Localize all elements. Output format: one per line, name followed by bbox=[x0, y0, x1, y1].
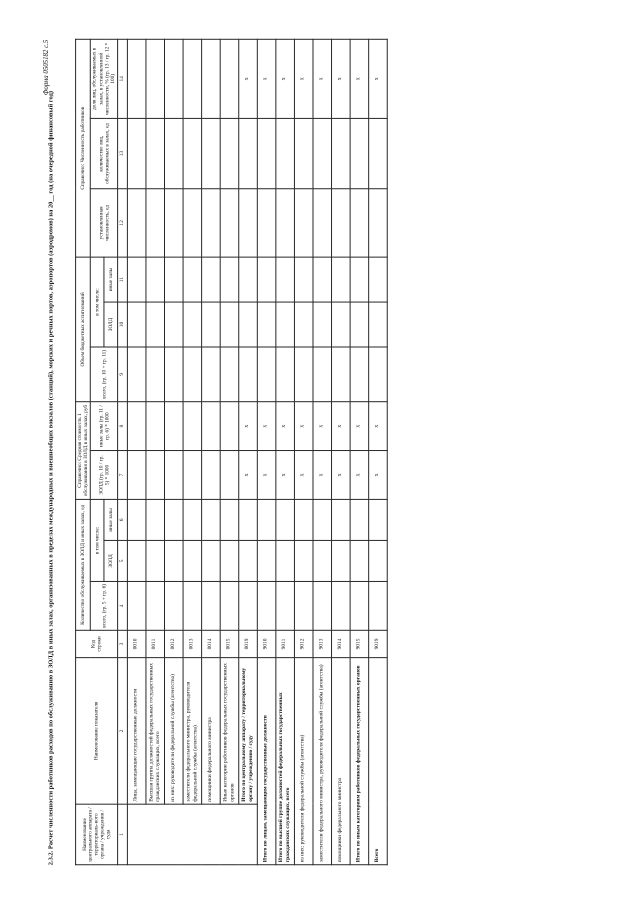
value-cell: x bbox=[257, 451, 276, 500]
value-cell: x bbox=[331, 39, 350, 118]
value-cell[interactable] bbox=[201, 257, 220, 302]
table-row bbox=[238, 39, 257, 864]
row-code: 9011 bbox=[276, 630, 295, 657]
row-code: 0014 bbox=[201, 630, 220, 657]
row-label: Всего bbox=[368, 658, 387, 865]
value-cell[interactable] bbox=[331, 118, 350, 188]
value-cell[interactable] bbox=[201, 39, 220, 118]
value-cell[interactable] bbox=[201, 451, 220, 500]
row-label: Итого по лицам, замещающим государственные должности bbox=[257, 658, 276, 865]
value-cell: x bbox=[294, 451, 313, 500]
value-cell[interactable] bbox=[127, 451, 146, 500]
value-cell[interactable] bbox=[127, 499, 146, 540]
value-cell[interactable] bbox=[294, 540, 313, 581]
value-cell[interactable] bbox=[368, 540, 387, 581]
row-code: 9013 bbox=[313, 630, 332, 657]
value-cell: x bbox=[368, 39, 387, 118]
value-cell[interactable] bbox=[146, 581, 165, 630]
value-cell[interactable] bbox=[164, 302, 183, 347]
value-cell[interactable] bbox=[294, 189, 313, 257]
value-cell[interactable] bbox=[164, 257, 183, 302]
value-cell[interactable] bbox=[313, 540, 332, 581]
value-cell[interactable] bbox=[368, 499, 387, 540]
value-cell[interactable] bbox=[164, 402, 183, 451]
value-cell[interactable] bbox=[257, 257, 276, 302]
header-budget-zold: ЗОЛД bbox=[104, 302, 118, 347]
header-qty-other: иные залы bbox=[104, 499, 118, 540]
value-cell[interactable] bbox=[201, 189, 220, 257]
value-cell[interactable] bbox=[146, 189, 165, 257]
value-cell[interactable] bbox=[257, 540, 276, 581]
value-cell[interactable] bbox=[313, 302, 332, 347]
value-cell[interactable] bbox=[313, 347, 332, 402]
value-cell[interactable] bbox=[220, 540, 239, 581]
column-number: 6 bbox=[118, 499, 127, 540]
value-cell[interactable] bbox=[350, 302, 369, 347]
value-cell: x bbox=[313, 451, 332, 500]
value-cell: x bbox=[350, 39, 369, 118]
row-code: 9010 bbox=[257, 630, 276, 657]
table-row bbox=[164, 39, 183, 864]
row-label: Итого по иным категориям работников федеральных государственных органов bbox=[350, 658, 369, 865]
row-label: из них: руководители федеральной службы (агентства) bbox=[294, 658, 313, 865]
value-cell[interactable] bbox=[164, 347, 183, 402]
value-cell: x bbox=[238, 451, 257, 500]
value-cell[interactable] bbox=[276, 118, 295, 188]
table-row bbox=[350, 39, 369, 864]
value-cell[interactable] bbox=[146, 402, 165, 451]
value-cell[interactable] bbox=[238, 257, 257, 302]
value-cell[interactable] bbox=[238, 189, 257, 257]
table-row bbox=[276, 39, 295, 864]
value-cell[interactable] bbox=[238, 347, 257, 402]
row-label: Иные категории работников федеральных государственных органов bbox=[220, 658, 239, 805]
value-cell[interactable] bbox=[183, 499, 202, 540]
value-cell[interactable] bbox=[220, 499, 239, 540]
value-cell[interactable] bbox=[313, 118, 332, 188]
value-cell[interactable] bbox=[220, 118, 239, 188]
value-cell[interactable] bbox=[276, 347, 295, 402]
value-cell[interactable] bbox=[201, 402, 220, 451]
value-cell: x bbox=[313, 39, 332, 118]
value-cell[interactable] bbox=[313, 499, 332, 540]
value-cell[interactable] bbox=[257, 499, 276, 540]
table-row bbox=[257, 39, 276, 864]
value-cell: x bbox=[276, 402, 295, 451]
row-code: 0013 bbox=[183, 630, 202, 657]
value-cell[interactable] bbox=[183, 581, 202, 630]
value-cell[interactable] bbox=[238, 540, 257, 581]
header-budget-incl: в том числе: bbox=[91, 257, 105, 347]
value-cell[interactable] bbox=[201, 118, 220, 188]
value-cell[interactable] bbox=[368, 581, 387, 630]
value-cell[interactable] bbox=[276, 581, 295, 630]
header-staff-share: доля лиц, обслуживаемых в залах, в установленной численности, % (гр. 13 / гр. 12 * 100) bbox=[91, 39, 118, 118]
value-cell: x bbox=[331, 451, 350, 500]
column-number: 4 bbox=[118, 581, 127, 630]
column-number: 5 bbox=[118, 540, 127, 581]
value-cell[interactable] bbox=[238, 302, 257, 347]
value-cell[interactable] bbox=[183, 257, 202, 302]
value-cell[interactable] bbox=[331, 302, 350, 347]
value-cell[interactable] bbox=[201, 581, 220, 630]
row-label: Лица, замещающие государственные должности bbox=[127, 658, 146, 805]
value-cell[interactable] bbox=[183, 118, 202, 188]
value-cell[interactable] bbox=[164, 581, 183, 630]
value-cell[interactable] bbox=[164, 189, 183, 257]
value-cell[interactable] bbox=[127, 39, 146, 118]
value-cell[interactable] bbox=[276, 540, 295, 581]
value-cell[interactable] bbox=[276, 302, 295, 347]
table-row bbox=[368, 39, 387, 864]
value-cell: x bbox=[238, 39, 257, 118]
value-cell[interactable] bbox=[164, 499, 183, 540]
value-cell[interactable] bbox=[313, 189, 332, 257]
header-org: Наименование центрального аппарата / территориаль-ного органа / учреждения / суда bbox=[76, 804, 118, 865]
value-cell[interactable] bbox=[350, 347, 369, 402]
value-cell: x bbox=[276, 39, 295, 118]
row-code: 0011 bbox=[146, 630, 165, 657]
value-cell[interactable] bbox=[127, 189, 146, 257]
value-cell[interactable] bbox=[146, 499, 165, 540]
value-cell[interactable] bbox=[201, 499, 220, 540]
value-cell: x bbox=[331, 402, 350, 451]
value-cell[interactable] bbox=[127, 540, 146, 581]
value-cell: x bbox=[294, 39, 313, 118]
value-cell[interactable] bbox=[164, 451, 183, 500]
row-label: Итого по центральному аппарату / территориальному органу / учреждению / суду bbox=[238, 658, 257, 805]
value-cell[interactable] bbox=[294, 302, 313, 347]
value-cell[interactable] bbox=[238, 499, 257, 540]
table-row bbox=[313, 39, 332, 864]
header-cost-zold: ЗОЛД (гр. 10 / гр. 5) * 1000 bbox=[91, 451, 118, 500]
value-cell[interactable] bbox=[238, 118, 257, 188]
value-cell[interactable] bbox=[368, 257, 387, 302]
row-label: помощники федерального министра bbox=[201, 658, 220, 805]
value-cell[interactable] bbox=[350, 118, 369, 188]
value-cell[interactable] bbox=[331, 189, 350, 257]
value-cell[interactable] bbox=[183, 347, 202, 402]
column-numbers-row bbox=[118, 39, 127, 864]
column-number: 3 bbox=[118, 630, 127, 657]
value-cell[interactable] bbox=[183, 402, 202, 451]
header-budget-other: иные залы bbox=[104, 257, 118, 302]
value-cell[interactable] bbox=[350, 581, 369, 630]
value-cell[interactable] bbox=[257, 302, 276, 347]
value-cell: x bbox=[238, 402, 257, 451]
value-cell[interactable] bbox=[183, 302, 202, 347]
value-cell[interactable] bbox=[294, 347, 313, 402]
value-cell[interactable] bbox=[368, 189, 387, 257]
header-cost-other: иные залы (гр. 11 / гр. 6) * 1000 bbox=[91, 402, 118, 451]
value-cell[interactable] bbox=[257, 189, 276, 257]
table-row bbox=[183, 39, 202, 864]
value-cell[interactable] bbox=[183, 39, 202, 118]
table-row bbox=[331, 39, 350, 864]
value-cell[interactable] bbox=[220, 581, 239, 630]
row-label: помощники федерального министра bbox=[331, 658, 350, 865]
row-code: 9019 bbox=[368, 630, 387, 657]
value-cell[interactable] bbox=[220, 402, 239, 451]
column-number: 8 bbox=[118, 402, 127, 451]
value-cell: x bbox=[350, 451, 369, 500]
value-cell[interactable] bbox=[257, 581, 276, 630]
value-cell: x bbox=[257, 39, 276, 118]
column-number: 1 bbox=[118, 804, 127, 865]
value-cell[interactable] bbox=[164, 540, 183, 581]
header-indicator: Наименование показателя bbox=[76, 658, 118, 805]
column-number: 11 bbox=[118, 257, 127, 302]
value-cell[interactable] bbox=[331, 540, 350, 581]
org-cell[interactable] bbox=[127, 804, 257, 865]
value-cell[interactable] bbox=[257, 347, 276, 402]
column-number: 12 bbox=[118, 189, 127, 257]
value-cell[interactable] bbox=[276, 499, 295, 540]
row-label: Итого по высшей группе должностей федеральных государственных гражданских служащих, всего bbox=[276, 658, 295, 865]
value-cell[interactable] bbox=[127, 257, 146, 302]
value-cell[interactable] bbox=[350, 257, 369, 302]
value-cell[interactable] bbox=[294, 499, 313, 540]
value-cell[interactable] bbox=[183, 540, 202, 581]
header-staff-set: установленная численность, ед bbox=[91, 189, 118, 257]
header-qty-zold: ЗОЛД bbox=[104, 540, 118, 581]
column-number: 9 bbox=[118, 347, 127, 402]
row-code: 9015 bbox=[350, 630, 369, 657]
value-cell: x bbox=[313, 402, 332, 451]
row-label: заместители федерального министра, руководителя федеральной службы (агентства) bbox=[183, 658, 202, 805]
header-ref-cost-group: Справочно: Средняя стоимость 1 обслуживания в ЗОЛД в иных залах, руб bbox=[76, 402, 91, 500]
row-code: 0015 bbox=[220, 630, 239, 657]
table-row bbox=[127, 39, 146, 864]
value-cell[interactable] bbox=[220, 257, 239, 302]
value-cell[interactable] bbox=[220, 347, 239, 402]
value-cell[interactable] bbox=[146, 302, 165, 347]
value-cell[interactable] bbox=[331, 581, 350, 630]
value-cell[interactable] bbox=[164, 39, 183, 118]
value-cell[interactable] bbox=[220, 302, 239, 347]
value-cell[interactable] bbox=[146, 39, 165, 118]
value-cell[interactable] bbox=[350, 499, 369, 540]
header-qty-total: всего, (гр. 5 + гр. 6) bbox=[91, 581, 118, 630]
value-cell: x bbox=[368, 402, 387, 451]
column-number: 2 bbox=[118, 658, 127, 805]
value-cell: x bbox=[368, 451, 387, 500]
value-cell: x bbox=[257, 402, 276, 451]
value-cell[interactable] bbox=[127, 402, 146, 451]
value-cell[interactable] bbox=[220, 189, 239, 257]
value-cell[interactable] bbox=[183, 451, 202, 500]
header-qty-incl: в том числе: bbox=[91, 499, 105, 581]
table-row bbox=[294, 39, 313, 864]
value-cell[interactable] bbox=[127, 302, 146, 347]
value-cell[interactable] bbox=[294, 581, 313, 630]
value-cell[interactable] bbox=[313, 257, 332, 302]
value-cell[interactable] bbox=[294, 118, 313, 188]
value-cell[interactable] bbox=[257, 118, 276, 188]
value-cell[interactable] bbox=[276, 189, 295, 257]
value-cell[interactable] bbox=[201, 540, 220, 581]
table-body bbox=[127, 39, 387, 864]
value-cell[interactable] bbox=[294, 257, 313, 302]
header-ref-staff-group: Справочно: Численность работников bbox=[76, 39, 91, 257]
header-staff-served: количество лиц, обслуживаемых в залах, ед bbox=[91, 118, 118, 188]
header-code: Код строки bbox=[76, 630, 118, 657]
value-cell[interactable] bbox=[368, 347, 387, 402]
value-cell[interactable] bbox=[201, 347, 220, 402]
value-cell[interactable] bbox=[331, 257, 350, 302]
value-cell: x bbox=[350, 402, 369, 451]
section-title: 2.3.2. Расчет численности работников расходов по обслуживанию в ЗОЛД в иных залах, организованных в пределах международных и внешнеобщих вокзалов (станций), морских и речных портов, аэропортов (аэродромов) на 20__ год (на очередной финансовый год) bbox=[47, 91, 55, 866]
header-budget-total: всего, (гр. 10 + гр. 11) bbox=[91, 347, 118, 402]
header-budget-group: Объем бюджетных ассигнований bbox=[76, 257, 91, 402]
value-cell[interactable] bbox=[127, 581, 146, 630]
column-number: 7 bbox=[118, 451, 127, 500]
row-label: из них: руководители федеральной службы (агентства) bbox=[164, 658, 183, 805]
value-cell[interactable] bbox=[331, 347, 350, 402]
value-cell[interactable] bbox=[220, 451, 239, 500]
row-code: 0019 bbox=[238, 630, 257, 657]
value-cell[interactable] bbox=[164, 118, 183, 188]
value-cell[interactable] bbox=[238, 581, 257, 630]
value-cell[interactable] bbox=[183, 189, 202, 257]
value-cell[interactable] bbox=[276, 257, 295, 302]
value-cell[interactable] bbox=[146, 451, 165, 500]
value-cell[interactable] bbox=[201, 302, 220, 347]
row-code: 0010 bbox=[127, 630, 146, 657]
column-number: 10 bbox=[118, 302, 127, 347]
value-cell[interactable] bbox=[127, 118, 146, 188]
form-code: Форма 0505182 с.5 bbox=[41, 39, 50, 96]
value-cell[interactable] bbox=[313, 581, 332, 630]
value-cell: x bbox=[276, 451, 295, 500]
row-code: 9012 bbox=[294, 630, 313, 657]
table-row bbox=[201, 39, 220, 864]
column-number: 14 bbox=[118, 39, 127, 118]
table-row bbox=[220, 39, 239, 864]
value-cell[interactable] bbox=[220, 39, 239, 118]
value-cell[interactable] bbox=[146, 118, 165, 188]
header-qty-group: Количество обслуживаемых в ЗОЛД и иных залах, ед bbox=[76, 499, 91, 630]
table-row bbox=[146, 39, 165, 864]
row-label: заместители федерального министра, руководителя федеральной службы (агентства) bbox=[313, 658, 332, 865]
value-cell[interactable] bbox=[146, 540, 165, 581]
row-label: Высшая группа должностей федеральных государственных гражданских служащих, всего bbox=[146, 658, 165, 805]
value-cell[interactable] bbox=[127, 347, 146, 402]
rotated-form-sheet bbox=[38, 30, 396, 875]
value-cell[interactable] bbox=[146, 347, 165, 402]
calculation-table bbox=[75, 39, 387, 865]
row-code: 0012 bbox=[164, 630, 183, 657]
value-cell: x bbox=[294, 402, 313, 451]
value-cell[interactable] bbox=[146, 257, 165, 302]
value-cell[interactable] bbox=[350, 189, 369, 257]
value-cell[interactable] bbox=[331, 499, 350, 540]
value-cell[interactable] bbox=[368, 118, 387, 188]
row-code: 9014 bbox=[331, 630, 350, 657]
column-number: 13 bbox=[118, 118, 127, 188]
value-cell[interactable] bbox=[368, 302, 387, 347]
value-cell[interactable] bbox=[350, 540, 369, 581]
